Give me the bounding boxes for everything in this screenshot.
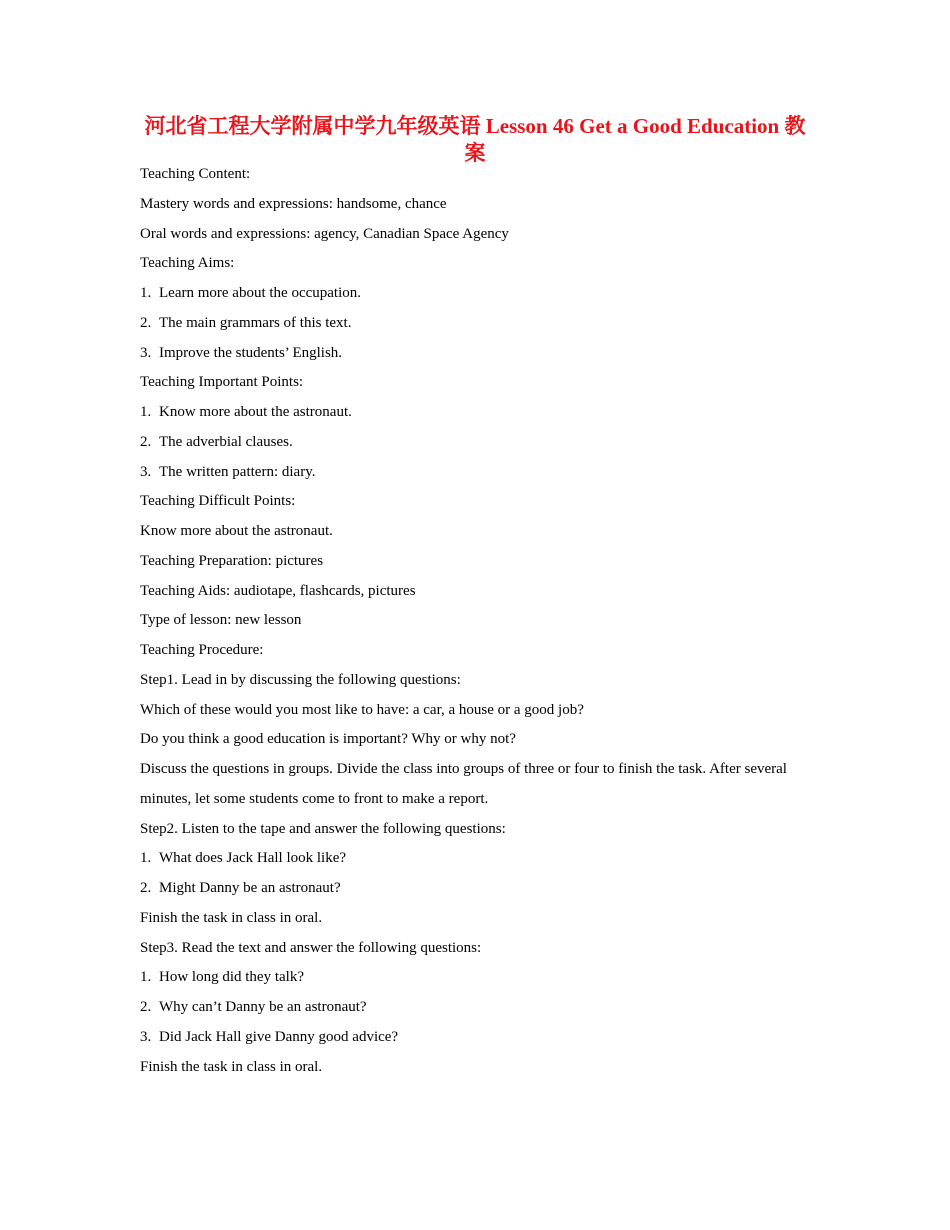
line-text: Might Danny be an astronaut? <box>159 880 341 896</box>
numbered-line <box>140 874 820 904</box>
text-line <box>140 487 820 517</box>
text-line <box>140 1053 820 1083</box>
line-text: Teaching Aims: <box>140 255 235 272</box>
text-line <box>140 904 820 934</box>
numbered-line <box>140 309 820 339</box>
line-text: Know more about the astronaut. <box>159 404 352 420</box>
line-text: What does Jack Hall look like? <box>159 850 347 867</box>
numbered-line <box>140 1023 820 1053</box>
line-text: Teaching Difficult Points: <box>140 493 296 510</box>
numbered-line <box>140 993 820 1023</box>
text-line <box>140 934 820 964</box>
line-text: Improve the students’ English. <box>159 344 343 361</box>
text-line <box>140 368 820 398</box>
line-text: Step2. Listen to the tape and answer the following questions: <box>140 820 506 837</box>
line-text: Why can’t Danny be an astronaut? <box>159 999 367 1015</box>
line-text: Discuss the questions in groups. Divide the class into groups of three or four to finish the task. After several minutes, let some students come to front to make a report. <box>140 761 787 807</box>
list-number: 2. <box>140 880 152 896</box>
line-text: Finish the task in class in oral. <box>140 1058 323 1075</box>
numbered-line <box>140 279 820 309</box>
text-line <box>140 666 820 696</box>
document-body <box>140 160 820 1082</box>
line-text: Teaching Content: <box>140 166 251 182</box>
text-line <box>140 696 820 726</box>
list-number: 3. <box>140 344 152 361</box>
line-text: Teaching Aids: audiotape, flashcards, pictures <box>140 582 416 599</box>
numbered-line <box>140 339 820 369</box>
line-text: The written pattern: diary. <box>159 463 316 480</box>
line-text: Teaching Important Points: <box>140 374 304 391</box>
text-line <box>140 547 820 577</box>
line-text: The adverbial clauses. <box>159 433 293 450</box>
line-text: How long did they talk? <box>159 969 304 986</box>
numbered-line <box>140 963 820 993</box>
line-text: Know more about the astronaut. <box>140 523 333 539</box>
list-number: 1. <box>140 285 152 301</box>
text-line <box>140 755 820 815</box>
line-text: Teaching Procedure: <box>140 642 264 658</box>
list-number: 2. <box>140 999 152 1015</box>
text-line <box>140 160 820 190</box>
line-text: Mastery words and expressions: handsome, chance <box>140 195 447 212</box>
text-line <box>140 190 820 220</box>
list-number: 2. <box>140 314 152 331</box>
line-text: Step3. Read the text and answer the following questions: <box>140 939 482 956</box>
line-text: Finish the task in class in oral. <box>140 909 323 926</box>
line-text: Do you think a good education is important? Why or why not? <box>140 731 516 748</box>
text-line <box>140 815 820 845</box>
line-text: Teaching Preparation: pictures <box>140 552 324 569</box>
text-line <box>140 220 820 250</box>
list-number: 3. <box>140 1028 152 1045</box>
text-line <box>140 725 820 755</box>
list-number: 2. <box>140 433 152 450</box>
text-line <box>140 249 820 279</box>
line-text: Type of lesson: new lesson <box>140 612 302 629</box>
numbered-line <box>140 398 820 428</box>
numbered-line <box>140 458 820 488</box>
line-text: Step1. Lead in by discussing the following questions: <box>140 671 461 688</box>
list-number: 3. <box>140 463 152 480</box>
numbered-line <box>140 428 820 458</box>
line-text: Oral words and expressions: agency, Canadian Space Agency <box>140 225 509 242</box>
text-line <box>140 577 820 607</box>
numbered-line <box>140 844 820 874</box>
line-text: Which of these would you most like to have: a car, a house or a good job? <box>140 701 584 718</box>
document-title: 河北省工程大学附属中学九年级英语 Lesson 46 Get a Good Education 教案 <box>144 114 806 165</box>
list-number: 1. <box>140 404 152 420</box>
text-line <box>140 517 820 547</box>
list-number: 1. <box>140 850 152 867</box>
text-line <box>140 606 820 636</box>
line-text: The main grammars of this text. <box>159 314 352 331</box>
list-number: 1. <box>140 969 152 986</box>
line-text: Did Jack Hall give Danny good advice? <box>159 1028 399 1045</box>
line-text: Learn more about the occupation. <box>159 285 362 301</box>
text-line <box>140 636 820 666</box>
